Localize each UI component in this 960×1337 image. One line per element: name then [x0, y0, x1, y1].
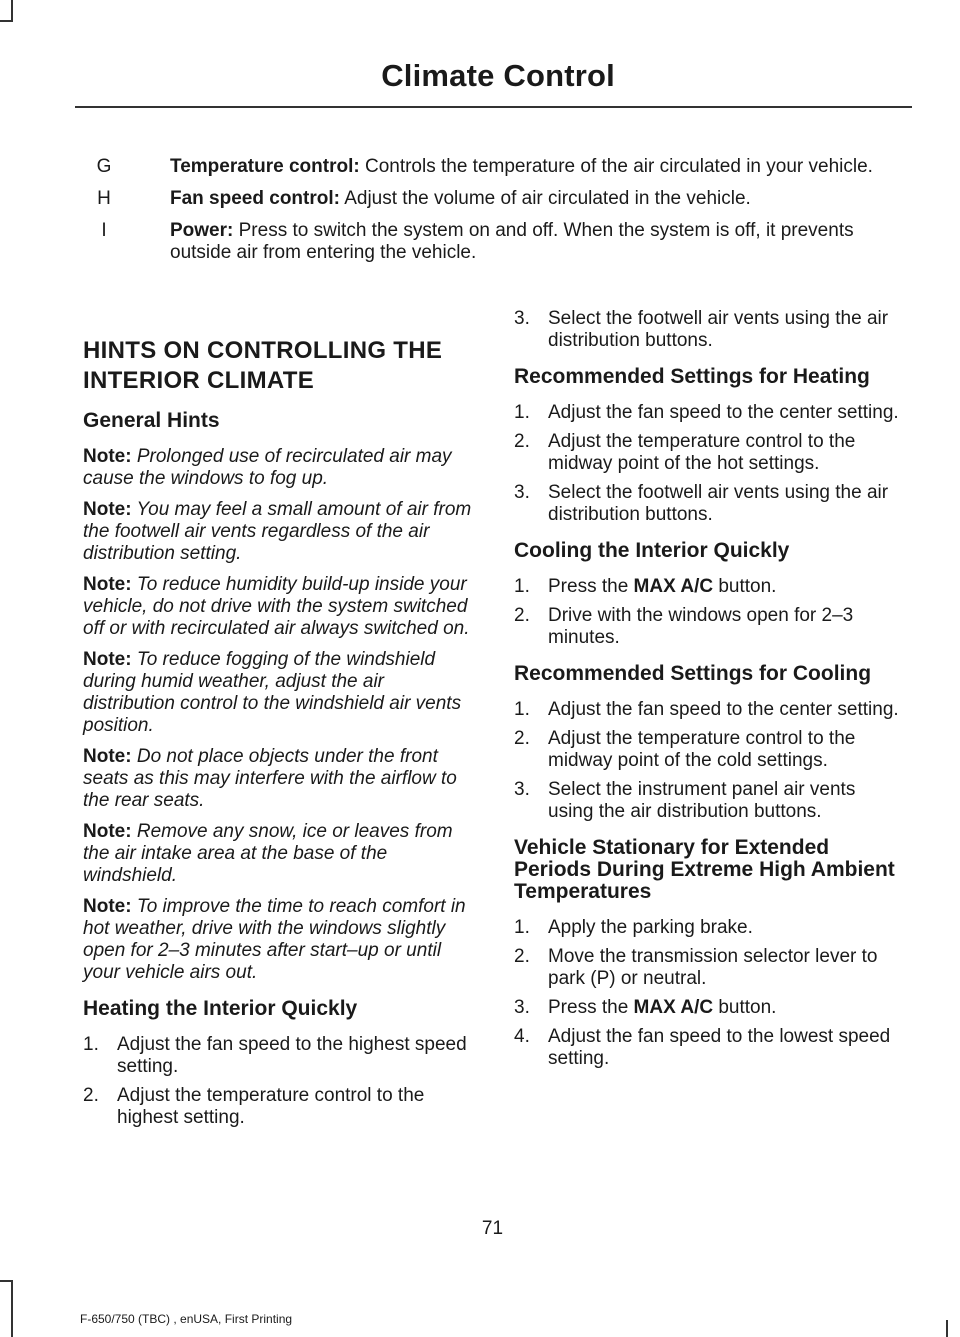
page-title: Climate Control — [381, 58, 615, 93]
page-number: 71 — [481, 1218, 504, 1239]
note-label: Note: — [83, 896, 132, 917]
step-text: Adjust the temperature control to the highest setting. — [117, 1085, 425, 1128]
step-number: 3. — [514, 308, 530, 329]
legend-text — [128, 188, 910, 210]
note-label: Note: — [83, 446, 132, 467]
legend-description: Adjust the volume of air circulated in the vehicle. — [339, 188, 751, 209]
note-text: To reduce fogging of the windshield during humid weather, adjust the air distribution control to the windshield air vents position. — [83, 649, 462, 736]
stationary-steps — [514, 917, 906, 1070]
stationary-heading: Vehicle Stationary for Extended Periods During Extreme High Ambient Temperatures — [514, 836, 895, 903]
note — [83, 574, 475, 640]
crop-mark — [11, 0, 13, 20]
step-number: 3. — [514, 997, 530, 1018]
note-text: Remove any snow, ice or leaves from the air intake area at the base of the windshield. — [83, 821, 453, 886]
list-item — [514, 482, 906, 526]
note — [83, 896, 475, 984]
heating-quickly-steps-continued — [514, 308, 906, 352]
note — [83, 746, 475, 812]
list-item — [514, 699, 906, 721]
note-text: Do not place objects under the front seats as this may interfere with the airflow to the rear seats. — [83, 746, 457, 811]
list-item — [514, 1026, 906, 1070]
step-text: Select the footwell air vents using the air distribution buttons. — [548, 482, 889, 525]
step-number: 1. — [83, 1034, 99, 1055]
cooling-quickly-heading: Cooling the Interior Quickly — [514, 539, 790, 562]
note-text: To improve the time to reach comfort in hot weather, drive with the windows slightly open for 2–3 minutes after start–up or until your vehicle airs out. — [83, 896, 466, 983]
note-text: Prolonged use of recirculated air may cause the windows to fog up. — [83, 446, 452, 489]
step-number: 1. — [514, 917, 530, 938]
crop-mark — [0, 20, 13, 22]
note-text: To reduce humidity build-up inside your vehicle, do not drive with the system switched off or with recirculated air always switched on. — [83, 574, 470, 639]
control-legend — [80, 156, 910, 274]
cooling-quickly-steps — [514, 576, 906, 649]
note — [83, 499, 475, 565]
step-text: Select the instrument panel air vents using the air distribution buttons. — [548, 779, 856, 822]
step-number: 2. — [514, 431, 530, 452]
list-item — [514, 728, 906, 772]
rec-cooling-heading: Recommended Settings for Cooling — [514, 662, 872, 685]
step-number: 2. — [83, 1085, 99, 1106]
step-number: 3. — [514, 779, 530, 800]
legend-row — [80, 188, 910, 210]
list-item — [514, 917, 906, 939]
step-text: Move the transmission selector lever to park (P) or neutral. — [548, 946, 878, 989]
max-ac-label: MAX A/C — [633, 997, 714, 1018]
step-number: 1. — [514, 576, 530, 597]
note — [83, 649, 475, 737]
rec-heating-heading: Recommended Settings for Heating — [514, 365, 870, 388]
general-hints-heading: General Hints — [83, 409, 220, 432]
list-item — [514, 779, 906, 823]
legend-key: I — [101, 220, 107, 241]
step-number: 2. — [514, 728, 530, 749]
crop-mark — [0, 1280, 13, 1282]
legend-key: G — [96, 156, 112, 177]
list-item — [83, 1034, 475, 1078]
note-label: Note: — [83, 746, 132, 767]
note-label: Note: — [83, 574, 132, 595]
step-number: 1. — [514, 699, 530, 720]
note-label: Note: — [83, 499, 132, 520]
legend-description: Controls the temperature of the air circulated in your vehicle. — [359, 156, 873, 177]
header-divider — [75, 106, 912, 108]
legend-label: Temperature control: — [170, 156, 360, 177]
footer-text: F-650/750 (TBC) , enUSA, First Printing — [80, 1312, 293, 1326]
crop-mark — [946, 1320, 948, 1337]
list-item — [514, 402, 906, 424]
list-item — [514, 605, 906, 649]
note-label: Note: — [83, 649, 132, 670]
step-number: 2. — [514, 605, 530, 626]
legend-text — [128, 156, 910, 178]
step-text: Press the MAX A/C button. — [548, 576, 777, 597]
legend-description: Press to switch the system on and off. When the system is off, it prevents outside air from entering the vehicle. — [170, 220, 854, 263]
list-item — [83, 1085, 475, 1129]
heating-quickly-steps — [83, 1034, 475, 1129]
rec-heating-steps — [514, 402, 906, 526]
right-column — [514, 308, 906, 1077]
note-label: Note: — [83, 821, 132, 842]
legend-label: Power: — [170, 220, 234, 241]
list-item — [514, 308, 906, 352]
step-text: Apply the parking brake. — [548, 917, 753, 938]
step-text: Adjust the temperature control to the midway point of the cold settings. — [548, 728, 856, 771]
note — [83, 446, 475, 490]
note — [83, 821, 475, 887]
step-number: 1. — [514, 402, 530, 423]
legend-row — [80, 156, 910, 178]
legend-label: Fan speed control: — [170, 188, 340, 209]
legend-row — [80, 220, 910, 264]
rec-cooling-steps — [514, 699, 906, 823]
step-text: Adjust the fan speed to the center setting. — [548, 402, 899, 423]
list-item — [514, 576, 906, 598]
step-number: 4. — [514, 1026, 530, 1047]
step-text: Adjust the fan speed to the highest speed setting. — [117, 1034, 467, 1077]
list-item — [514, 431, 906, 475]
list-item — [514, 997, 906, 1019]
step-text: Adjust the temperature control to the midway point of the hot settings. — [548, 431, 856, 474]
step-text: Adjust the fan speed to the center setting. — [548, 699, 899, 720]
step-number: 2. — [514, 946, 530, 967]
step-text: Drive with the windows open for 2–3 minutes. — [548, 605, 854, 648]
step-number: 3. — [514, 482, 530, 503]
step-text: Adjust the fan speed to the lowest speed setting. — [548, 1026, 891, 1069]
legend-text — [128, 220, 910, 264]
legend-key: H — [97, 188, 111, 209]
max-ac-label: MAX A/C — [633, 576, 714, 597]
note-text: You may feel a small amount of air from the footwell air vents regardless of the air distribution setting. — [83, 499, 472, 564]
list-item — [514, 946, 906, 990]
heating-quickly-heading: Heating the Interior Quickly — [83, 997, 358, 1020]
left-column — [83, 336, 475, 1136]
section-title: HINTS ON CONTROLLING THE INTERIOR CLIMATE — [83, 337, 443, 394]
crop-mark — [11, 1280, 13, 1337]
step-text: Press the MAX A/C button. — [548, 997, 777, 1018]
step-text: Select the footwell air vents using the air distribution buttons. — [548, 308, 889, 351]
